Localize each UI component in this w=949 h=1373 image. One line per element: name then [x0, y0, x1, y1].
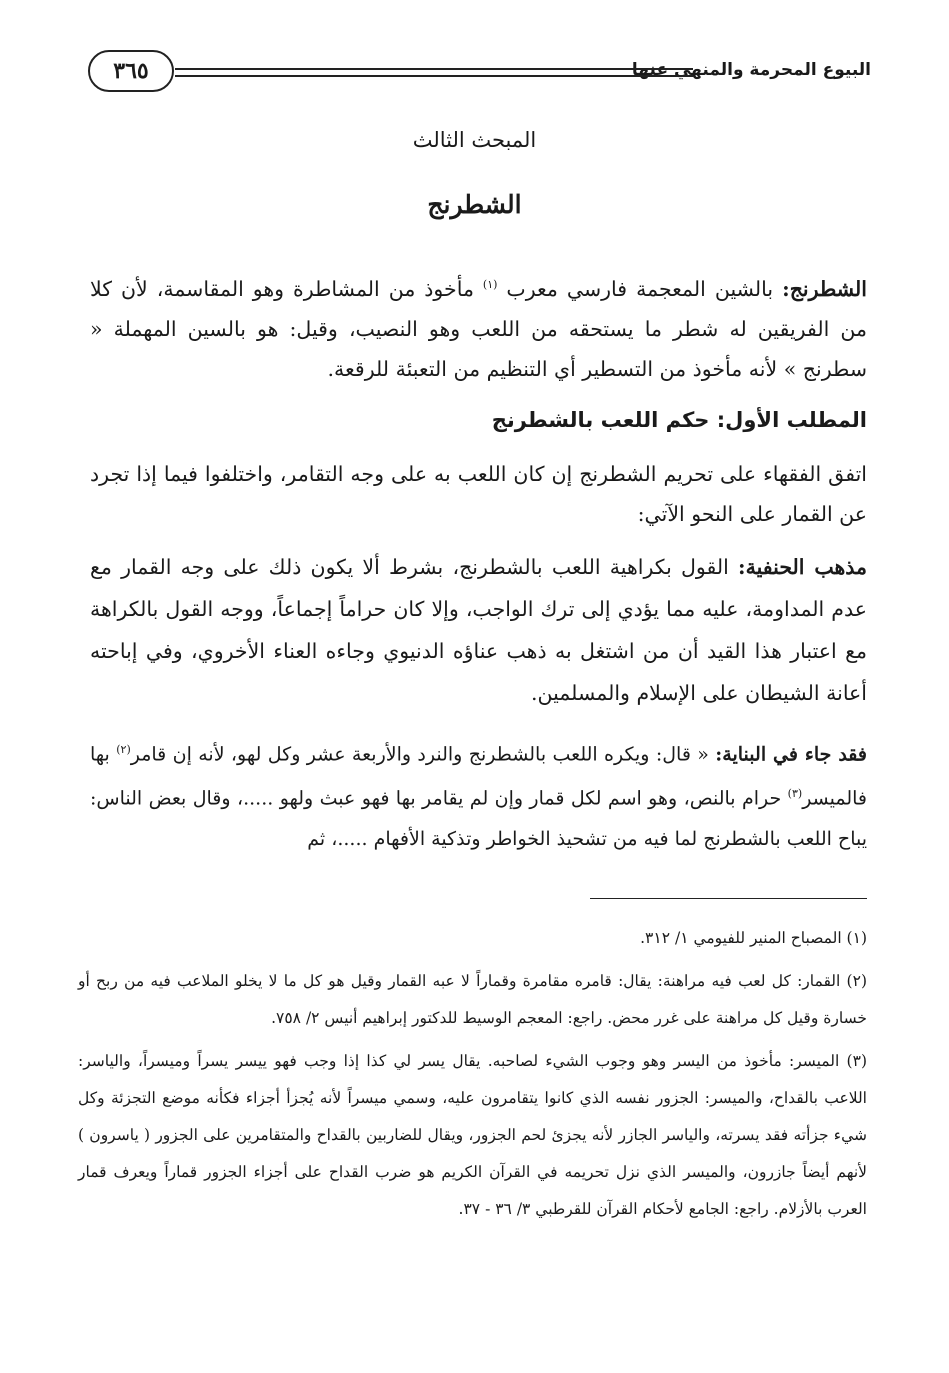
footnote-ref-2: (٢): [116, 743, 131, 756]
paragraph-lead: مذهب الحنفية:: [738, 555, 867, 579]
footnote-separator: [590, 898, 867, 899]
footnote-ref-3: (٣): [787, 787, 803, 801]
paragraph-lead: الشطرنج:: [782, 276, 867, 301]
paragraph-agreement: اتفق الفقهاء على تحريم الشطرنج إن كان اللعب به على وجه التقامر، واختلفوا فيما إذا تجرد عن القمار على النحو الآتي:: [90, 462, 867, 526]
page-number-text: ٣٦٥: [113, 58, 149, 84]
footnote-2: (٢) القمار: كل لعب فيه مراهنة: يقال: قامره مقامرة وقماراً لا عبه القمار وقيل هو كل ما لا يخلو الملاعب فيه من ربح أو خسارة وقيل كل مراهنة على غرر محض. راجع: المعجم الوسيط للدكتور إبراهيم أنيس ٢/ ٧٥٨.: [78, 972, 867, 1027]
footnotes: [78, 920, 867, 1234]
paragraph-binaya-quote: [90, 730, 867, 859]
paragraph-text: مأخوذ من المشاطرة وهو المقاسمة، لأن كلا من الفريقين له شطر ما يستحقه من اللعب وهو النصيب، وقيل: هو بالسين المهملة « سطرنج » لأنه مأخوذ من التسطير أي التنظيم من التعبئة للرقعة.: [90, 276, 867, 381]
paragraph-text: بها فالميسر: [90, 743, 867, 810]
paragraph-text: « قال: ويكره اللعب بالشطرنج والنرد والأربعة عشر وكل لهو، لأنه إن قامر: [130, 743, 716, 766]
paragraph-definition: [90, 265, 867, 389]
footnote-3: (٣) الميسر: مأخوذ من اليسر وهو وجوب الشيء لصاحبه. يقال يسر لي كذا إذا وجب فهو ييسر يسراً وميسراً، والياسر: اللاعب بالقداح، والميسر: الجزور نفسه الذي كانوا يتقامرون عليه، وسمي ميسراً لأنه يُجزأ أجزاء فكأنه موضع التجزئة وكل شيء جزأته فقد يسرته، والياسر الجازر لأنه يجزئ لحم الجزور، ويقال للضاربين بالقداح والمتقامرين على الجزور ( ياسرون ) لأنهم أيضاً جازرون، والميسر الذي نزل تحريمه في القرآن الكريم هو ضرب القداح على أجزاء الجزور قماراً ويعرف قمار العرب بالأزلام. راجع: الجامع لأحكام القرآن للقرطبي ٣/ ٣٦ - ٣٧.: [78, 1052, 867, 1218]
paragraph-lead: فقد جاء في البناية:: [715, 743, 867, 766]
section-label: المبحث الثالث: [412, 128, 537, 152]
footnote-1: (١) المصباح المنير للفيومي ١/ ٣١٢.: [640, 929, 867, 947]
subsection-heading: المطلب الأول: حكم اللعب بالشطرنج: [491, 408, 867, 432]
section-title: الشطرنج: [427, 190, 522, 219]
page-number: [88, 50, 174, 92]
paragraph-text: القول بكراهية اللعب بالشطرنج، بشرط ألا يكون ذلك على وجه القمار مع عدم المداومة، عليه مما يؤدي إلى ترك الواجب، وإلا كان حراماً إجماعاً، ووجه القول بالكراهة مع اعتبار هذا القيد أن من اشتغل به ذهب عناؤه الدنيوي وجاءه العناء الأخروي، وفي إباحته أعانة الشيطان على الإسلام والمسلمين.: [90, 555, 867, 705]
footnote-ref-1: (١): [482, 278, 498, 291]
paragraph-hanafi: [90, 546, 867, 714]
running-title: البيوع المحرمة والمنهي عنها: [631, 60, 871, 80]
paragraph-text: حرام بالنص، وهو اسم لكل قمار وإن لم يقامر بها فهو عبث ولهو .....، وقال بعض الناس: يباح اللعب بالشطرنج لما فيه من تشحيذ الخواطر وتذكية الأفهام .....، ثم: [90, 787, 867, 850]
paragraph-text: بالشين المعجمة فارسي معرب: [497, 276, 783, 301]
header-double-rule: [175, 68, 693, 77]
